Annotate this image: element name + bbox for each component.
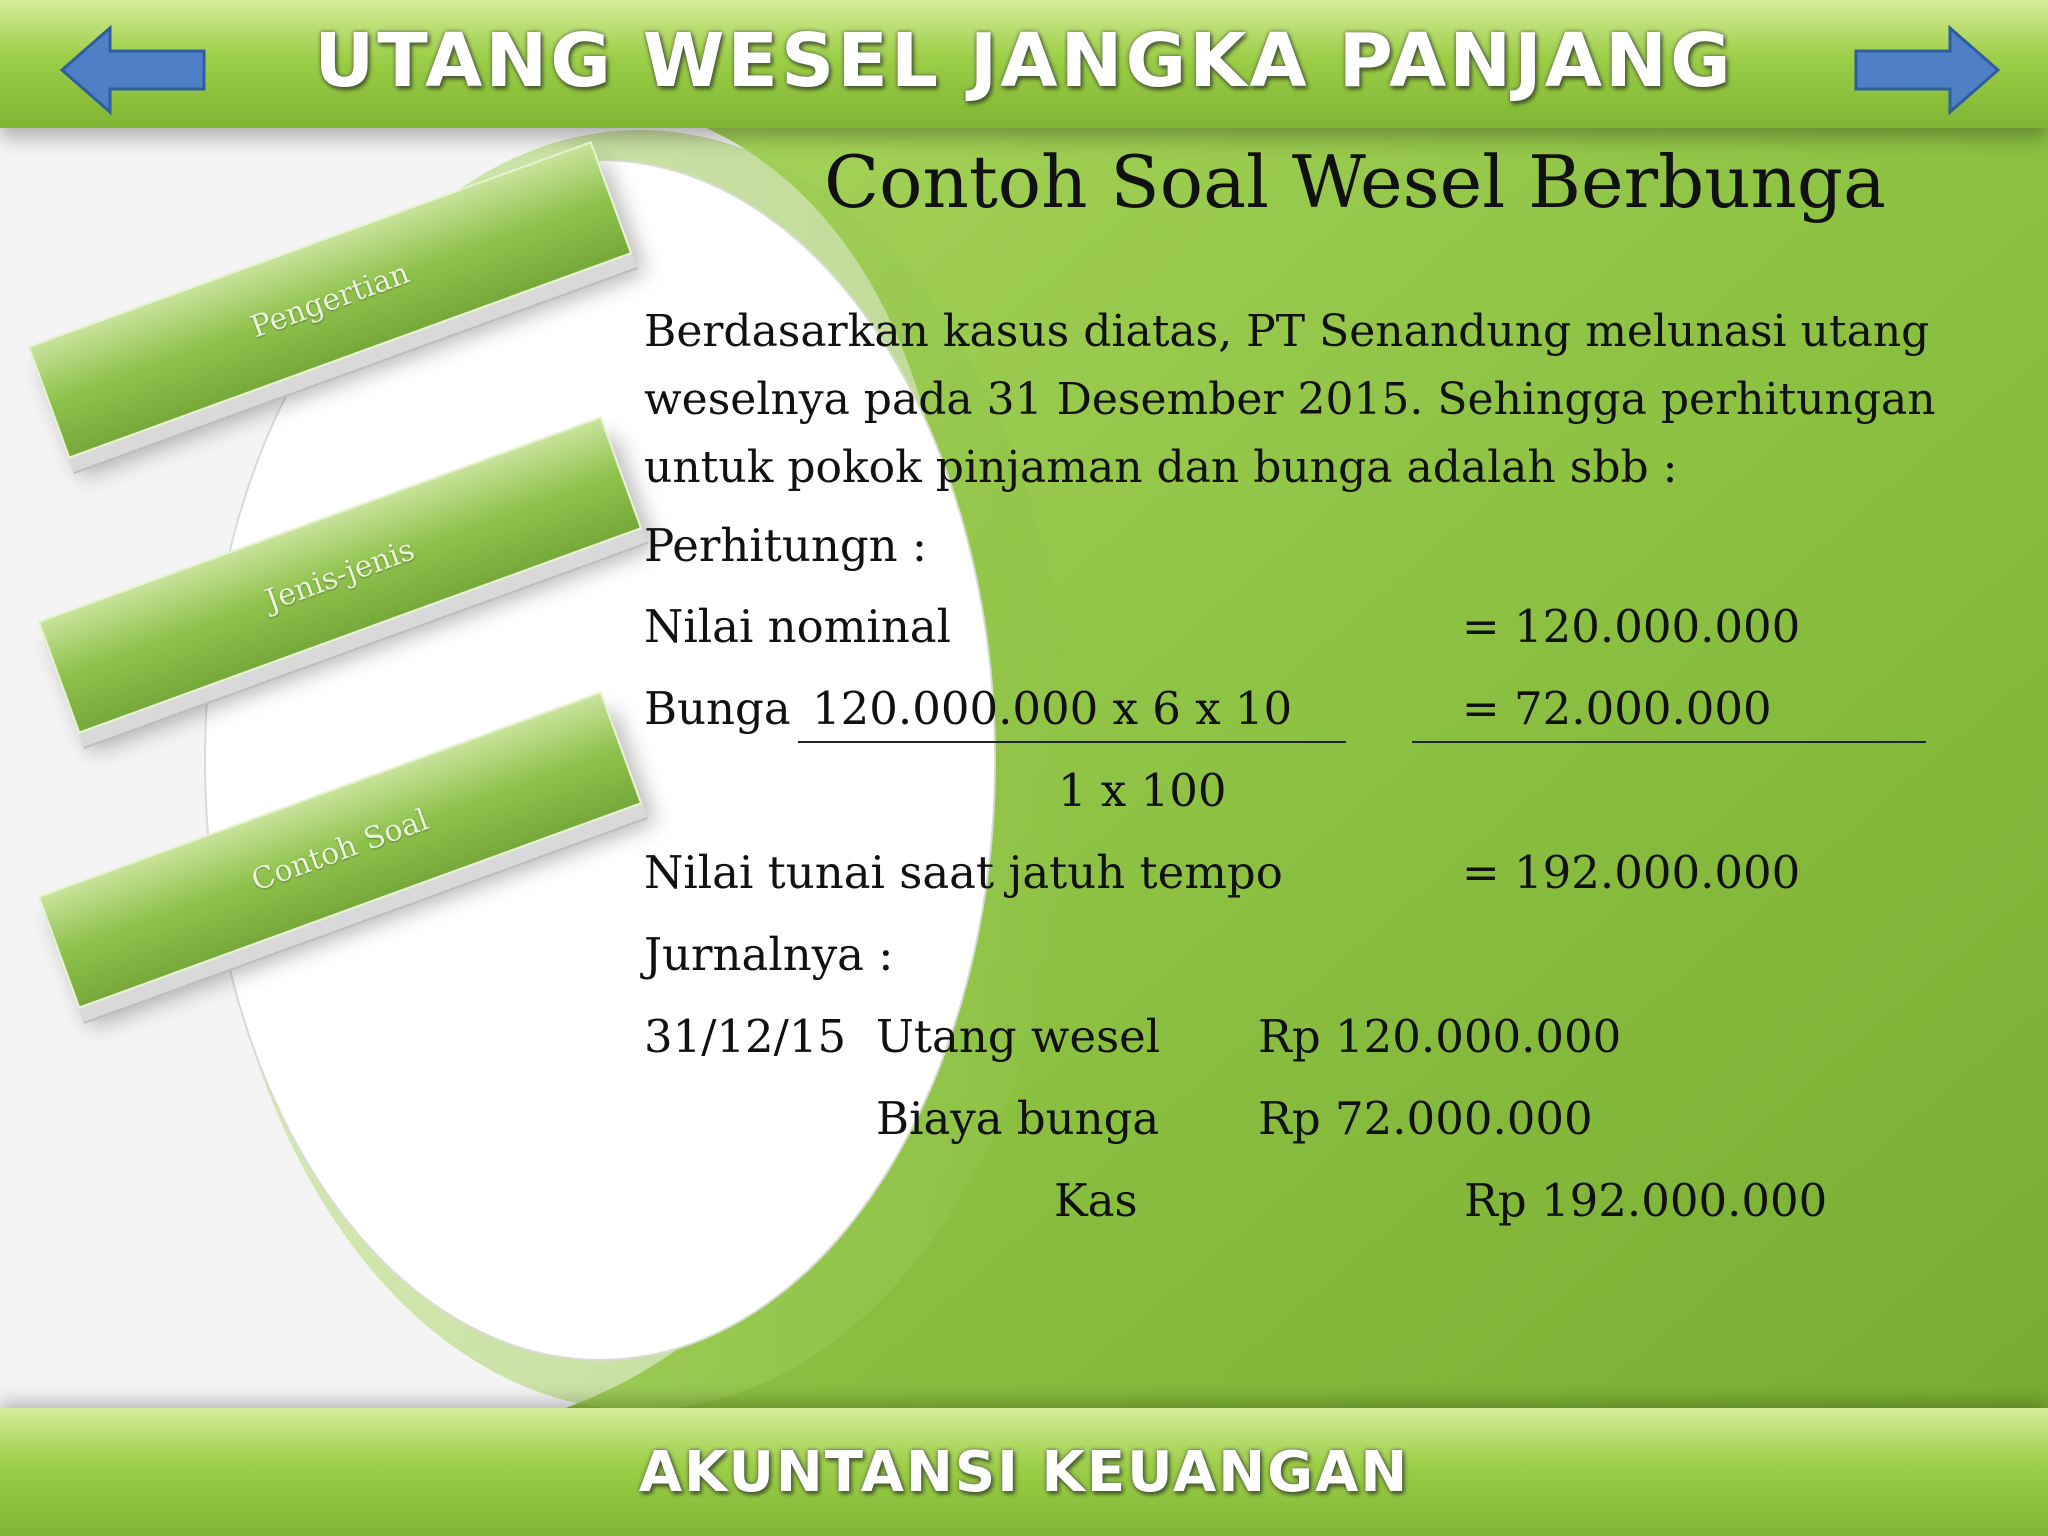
sidebar-item-label: Contoh Soal [246, 801, 434, 899]
right-arrow-icon [1852, 25, 2002, 115]
nominal-value: = 120.000.000 [1462, 600, 1801, 653]
bunga-numerator: 120.000.000 x 6 x 10 [812, 682, 1293, 735]
nominal-label: Nilai nominal [644, 600, 952, 653]
sidebar-item-label: Pengertian [245, 255, 415, 345]
footer-title: AKUNTANSI KEUANGAN [638, 1440, 1410, 1505]
tunai-label: Nilai tunai saat jatuh tempo [644, 846, 1283, 899]
bunga-denominator: 1 x 100 [1058, 764, 1227, 817]
journal-account: Kas [1054, 1174, 1138, 1227]
page-title: Contoh Soal Wesel Berbunga [824, 140, 1886, 224]
left-arrow-icon [58, 25, 208, 115]
bunga-label: Bunga [644, 682, 791, 735]
calc-heading: Perhitungn : [644, 519, 928, 572]
tunai-value: = 192.000.000 [1462, 846, 1801, 899]
intro-paragraph: Berdasarkan kasus diatas, PT Senandung melunasi utang weselnya pada 31 Desember 2015. Sehingga perhitungan untuk pokok pinjaman dan bunga adalah sbb : [644, 306, 1936, 493]
journal-account: Utang wesel [876, 1010, 1161, 1063]
journal-amount: Rp 192.000.000 [1464, 1174, 1828, 1227]
journal-heading: Jurnalnya : [644, 928, 894, 981]
journal-amount: Rp 120.000.000 [1258, 1010, 1622, 1063]
prev-slide-button[interactable] [58, 25, 208, 119]
journal-date: 31/12/15 [644, 1010, 847, 1063]
sidebar-item-label: Jenis-jenis [260, 531, 420, 619]
sum-line [1412, 741, 1926, 743]
next-slide-button[interactable] [1852, 25, 2002, 119]
journal-account: Biaya bunga [876, 1092, 1160, 1145]
header-title: UTANG WESEL JANGKA PANJANG [314, 18, 1734, 104]
bunga-value: = 72.000.000 [1462, 682, 1772, 735]
journal-amount: Rp 72.000.000 [1258, 1092, 1593, 1145]
fraction-line [798, 741, 1346, 743]
